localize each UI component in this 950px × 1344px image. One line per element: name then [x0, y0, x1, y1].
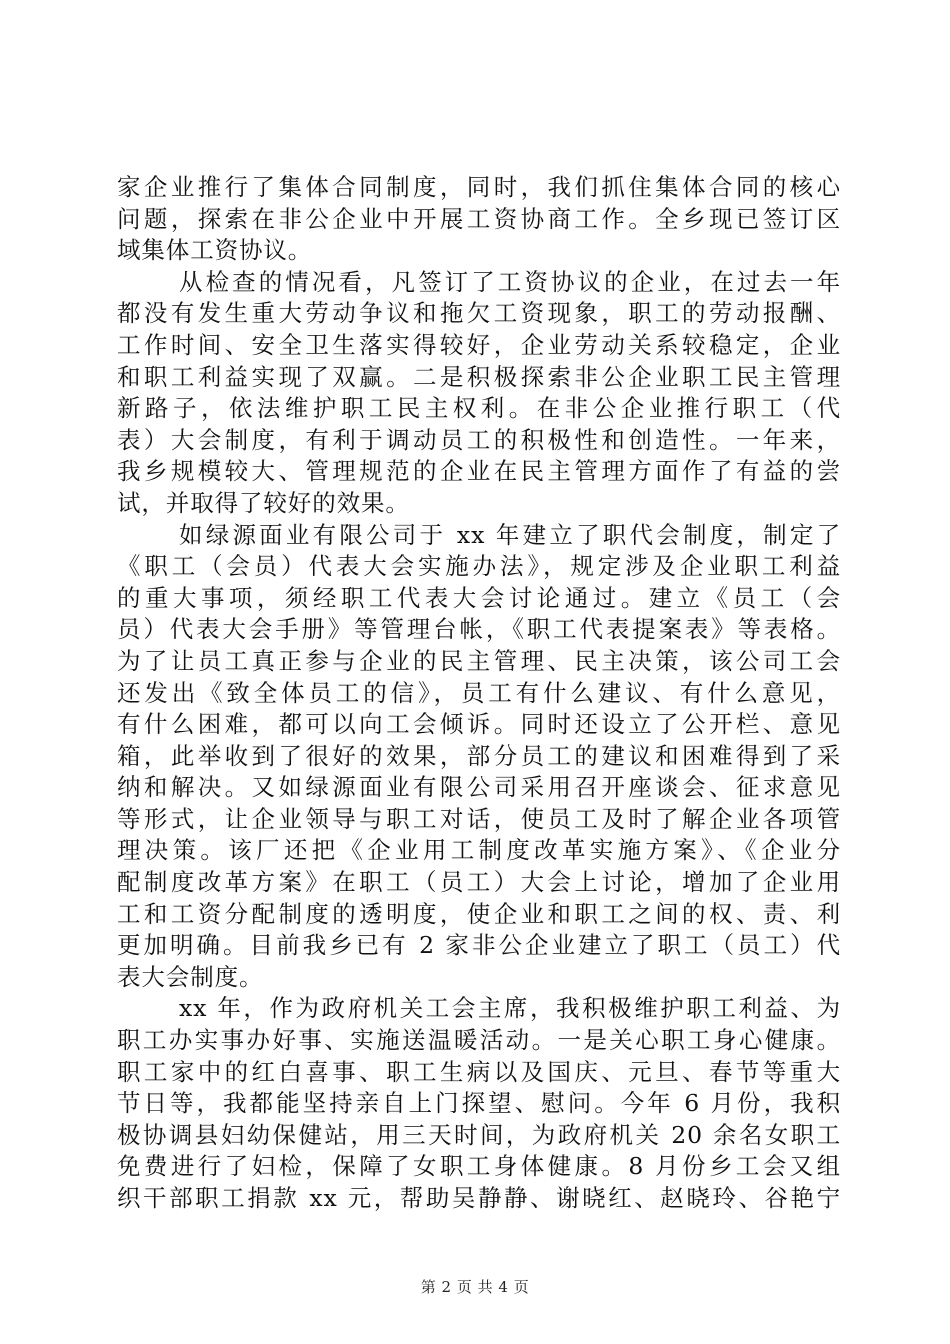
text-line: 节日等，我都能坚持亲自上门探望、慰问。今年 6 月份，我积	[117, 1089, 841, 1118]
text-line: 工和工资分配制度的透明度，使企业和职工之间的权、责、利	[117, 899, 841, 928]
text-line: 员）代表大会手册》等管理台帐，《职工代表提案表》等表格。	[117, 615, 841, 644]
paragraph-first-line: xx 年，作为政府机关工会主席，我积极维护职工利益、为	[179, 994, 841, 1023]
text-line: 职工办实事办好事、实施送温暖活动。一是关心职工身心健康。	[117, 1026, 841, 1055]
text-line: 的重大事项，须经职工代表大会讨论通过。建立《员工（会	[117, 583, 841, 612]
text-line: 更加明确。目前我乡已有 2 家非公企业建立了职工（员工）代	[117, 931, 841, 960]
text-line: 纳和解决。又如绿源面业有限公司采用召开座谈会、征求意见	[117, 773, 841, 802]
text-line: 织干部职工捐款 xx 元，帮助吴静静、谢晓红、赵晓玲、谷艳宁	[117, 1184, 841, 1212]
text-line: 域集体工资协议。	[117, 236, 313, 265]
text-line: 有什么困难，都可以向工会倾诉。同时还设立了公开栏、意见	[117, 710, 841, 739]
text-line: 工作时间、安全卫生落实得较好，企业劳动关系较稳定，企业	[117, 330, 841, 359]
text-line: 免费进行了妇检，保障了女职工身体健康。8 月份乡工会又组	[117, 1152, 841, 1181]
text-line: 表）大会制度，有利于调动员工的积极性和创造性。一年来，	[117, 425, 841, 454]
text-line: 箱，此举收到了很好的效果，部分员工的建议和困难得到了采	[117, 741, 841, 770]
paragraph-first-line: 从检查的情况看，凡签订了工资协议的企业，在过去一年	[179, 267, 841, 296]
text-line: 表大会制度。	[117, 962, 264, 991]
text-line: 理决策。该厂还把《企业用工制度改革实施方案》、《企业分	[117, 836, 841, 865]
text-line: 配制度改革方案》在职工（员工）大会上讨论，增加了企业用	[117, 868, 841, 897]
page-number-footer: 第 2 页 共 4 页	[420, 1278, 530, 1296]
text-line: 为了让员工真正参与企业的民主管理、民主决策，该公司工会	[117, 646, 841, 675]
text-line: 家企业推行了集体合同制度，同时，我们抓住集体合同的核心	[117, 173, 841, 201]
text-line: 还发出《致全体员工的信》，员工有什么建议、有什么意见，	[117, 678, 841, 707]
text-line: 都没有发生重大劳动争议和拖欠工资现象，职工的劳动报酬、	[117, 299, 841, 328]
text-line: 和职工利益实现了双赢。二是积极探索非公企业职工民主管理	[117, 362, 841, 391]
paragraph-first-line: 如绿源面业有限公司于 xx 年建立了职代会制度，制定了	[179, 520, 841, 549]
text-line: 我乡规模较大、管理规范的企业在民主管理方面作了有益的尝	[117, 457, 841, 486]
text-line: 等形式，让企业领导与职工对话，使员工及时了解企业各项管	[117, 804, 841, 833]
text-line: 极协调县妇幼保健站，用三天时间，为政府机关 20 余名女职工	[117, 1120, 841, 1149]
text-line: 《职工（会员）代表大会实施办法》，规定涉及企业职工利益	[117, 552, 841, 581]
document-body	[117, 172, 841, 1215]
text-line: 新路子，依法维护职工民主权利。在非公企业推行职工（代	[117, 394, 841, 423]
text-line: 试，并取得了较好的效果。	[117, 488, 410, 517]
text-line: 问题，探索在非公企业中开展工资协商工作。全乡现已签订区	[117, 204, 841, 233]
text-line: 职工家中的红白喜事、职工生病以及国庆、元旦、春节等重大	[117, 1057, 841, 1086]
